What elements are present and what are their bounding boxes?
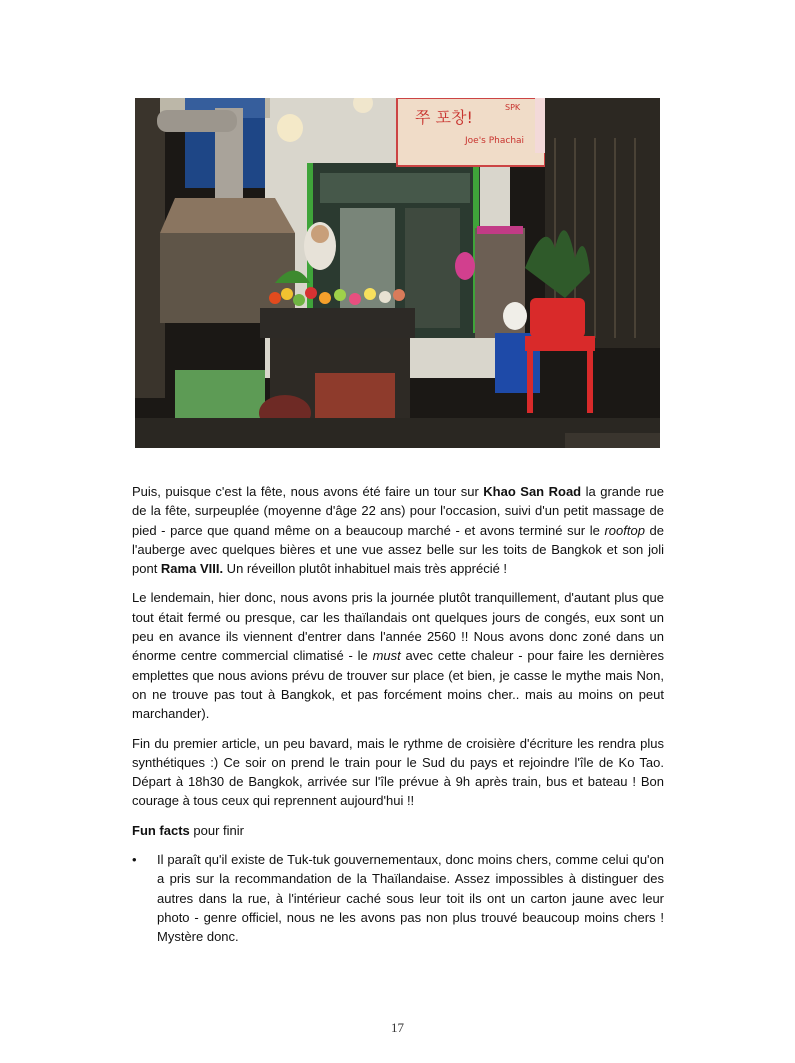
rooftop-italic: rooftop bbox=[604, 522, 645, 538]
page-number: 17 bbox=[391, 1020, 404, 1035]
paragraph-fin-article: Fin du premier article, un peu bavard, mais le rythme de croisière d'écriture les rendra plus synthétiques :) Ce soir on prend le train pour le Sud du pays et rejoindre l'île de Ko Tao. Départ à 18h30 de Bangkok, arrivée sur l'île prévue à 9h après train, bus et bateau ! Bon courage à tous ceux qui reprennent aujourd'hui !! bbox=[132, 735, 664, 809]
paragraph-khao-san: Puis, puisque c'est la fête, nous avons été faire un tour sur Khao San Road la grande rue de la fête, surpeuplée (moyenne d'âge 22 ans) pour l'occasion, suivi d'un petit massage de pied - parce que quand même on a beaucoup marché - et avons terminé sur le rooftop de l'auberge avec quelques bières et une vue assez belle sur les toits de Bangkok et son joli pont Rama VIII. Un réveillon plutôt inhabituel mais très apprécié ! bbox=[132, 484, 664, 577]
article-body bbox=[132, 482, 664, 947]
fun-facts-heading: Fun facts pour finir bbox=[132, 822, 244, 838]
photo-sign-sub: Joe's Phachai bbox=[465, 136, 525, 146]
street-food-stall-photo bbox=[135, 98, 660, 448]
bullet-icon: • bbox=[132, 852, 137, 868]
khao-san-road-bold: Khao San Road bbox=[483, 484, 582, 499]
photo-illustration bbox=[135, 98, 660, 448]
list-item: • Il paraît qu'il existe de Tuk-tuk gouvernementaux, donc moins chers, comme celui qu'on a pris sur la recommandation de la Thaïlandaise. Assez impossibles à distinguer des autres dans la rue, à l'intérieur caché sous leur toit ils ont un carton jaune avec leur photo - genre officiel, nous ne les avons pas non plus trouvé beaucoup moins chers ! Mystère donc. bbox=[132, 852, 664, 945]
must-italic: must bbox=[372, 648, 401, 664]
paragraph-lendemain: Le lendemain, hier donc, nous avons pris la journée plutôt tranquillement, d'autant plus que tout était fermé ou presque, car les thaïlandais ont quelques jours de congés, eux sont un peu en avance ils viennent d'entrer dans l'année 2560 !! Nous avons donc zoné dans un énorme centre commercial climatisé - le must avec cette chaleur - pour faire les dernières emplettes que nous avions prévu de trouver sur place (et bien, je casse le mythe mais Non, on ne trouve pas tout à Bangkok, et pas forcément moins cher.. mais au moins on peut marchander). bbox=[132, 590, 664, 722]
fun-facts-list bbox=[132, 850, 664, 946]
photo-sign-korean: 쭈 포창! bbox=[415, 108, 473, 127]
photo-sign-corner: SPK bbox=[505, 103, 521, 112]
rama-viii-bold: Rama VIII. bbox=[160, 561, 224, 577]
